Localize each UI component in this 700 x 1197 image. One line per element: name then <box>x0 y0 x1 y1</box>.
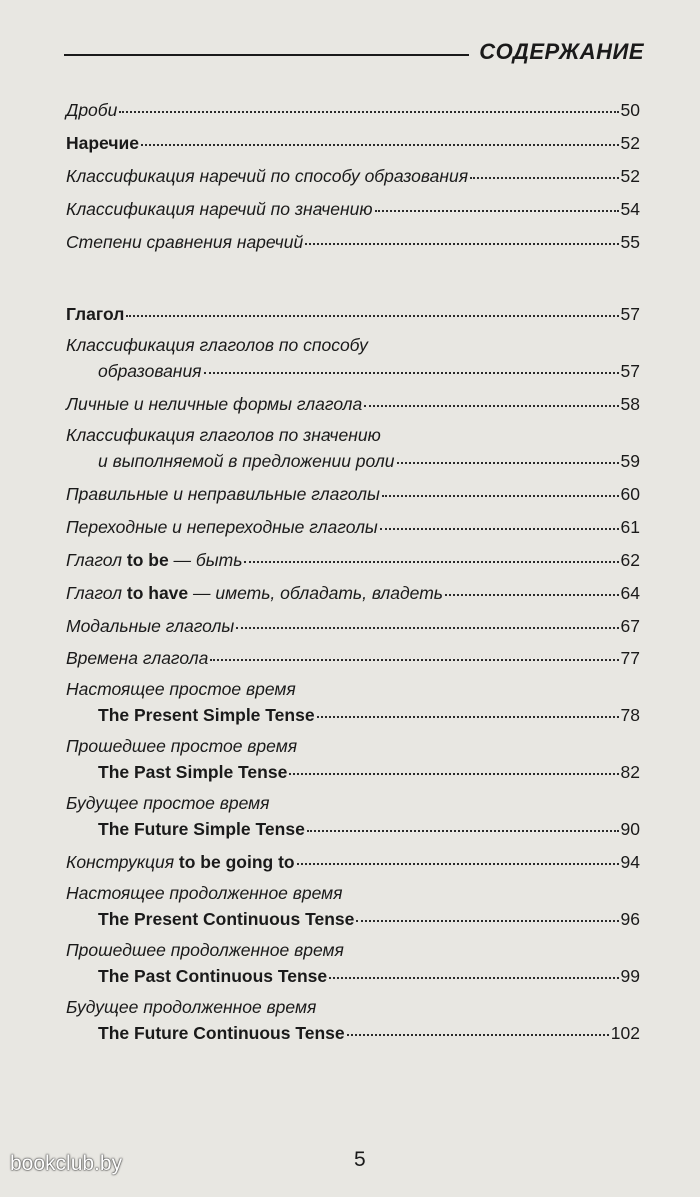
dot-leader <box>397 444 619 464</box>
dot-leader <box>141 126 619 146</box>
toc-entry-line <box>66 513 640 537</box>
toc-entry-title <box>66 677 296 701</box>
toc-title-segment: Времена глагола <box>66 648 209 669</box>
toc-entry-title <box>66 548 242 572</box>
toc-entry-title <box>66 938 344 962</box>
toc-page-number: 78 <box>620 705 640 726</box>
dot-leader <box>356 902 618 922</box>
dot-leader <box>244 543 618 563</box>
toc-page-number: 52 <box>620 132 640 153</box>
toc-entry-title <box>66 164 468 188</box>
dot-leader <box>375 192 619 212</box>
header-rule <box>64 54 469 56</box>
toc-title-segment: Степени сравнения наречий <box>66 231 304 252</box>
toc-entry-line <box>66 962 640 986</box>
toc-title-segment: Настоящее простое время <box>66 679 296 700</box>
toc-title-segment: Классификация наречий по способу образования <box>66 165 469 186</box>
toc-title-segment: Глагол <box>66 304 125 325</box>
toc-entry-line <box>66 300 640 324</box>
toc-entry-line <box>66 815 640 839</box>
dot-leader <box>347 1016 609 1036</box>
toc-page-number: 55 <box>620 231 640 252</box>
toc-entry[interactable] <box>66 513 640 537</box>
toc-entry-line <box>66 447 640 471</box>
toc-entry-line <box>66 228 640 252</box>
toc-page-number: 99 <box>620 965 640 986</box>
toc-title-segment: Правильные и неправильные глаголы <box>66 484 380 505</box>
toc-title-segment: The Future Continuous Tense <box>98 1022 345 1043</box>
toc-entry[interactable] <box>66 162 640 186</box>
toc-title-segment: Конструкция <box>66 852 179 873</box>
toc-entry-title <box>66 98 117 122</box>
dot-leader <box>126 297 618 317</box>
toc-title-segment: — быть <box>168 549 243 570</box>
toc-title-segment: Переходные и непереходные глаголы <box>66 516 378 537</box>
toc-entry[interactable] <box>66 791 640 839</box>
dot-leader <box>236 609 618 629</box>
toc-title-segment: Классификация наречий по значению <box>66 198 373 219</box>
toc-entry[interactable] <box>66 195 640 219</box>
toc-entry[interactable] <box>66 480 640 504</box>
toc-entry-title <box>66 734 297 758</box>
toc-entry-line <box>66 96 640 120</box>
toc-entry-title <box>66 995 316 1019</box>
toc-title-segment: Прошедшее продолженное время <box>66 939 344 960</box>
toc-entry-title <box>98 449 395 473</box>
dot-leader <box>445 576 619 596</box>
toc-title-segment: Наречие <box>66 132 140 153</box>
toc-entry-title <box>66 581 443 605</box>
toc-entry-line <box>66 390 640 414</box>
toc-page-number: 96 <box>620 908 640 929</box>
toc-entry-title <box>66 302 124 326</box>
toc-title-segment: Классификация глаголов по значению <box>66 425 381 446</box>
dot-leader <box>297 845 619 865</box>
toc-entry-title <box>98 817 305 841</box>
toc-title-segment: Глагол <box>66 582 127 603</box>
toc-page-number: 90 <box>620 819 640 840</box>
toc-title-segment: to be going to <box>178 852 295 873</box>
toc-entry-line <box>66 1019 640 1043</box>
toc-title-segment: Прошедшее простое время <box>66 736 298 757</box>
toc-entry-title <box>66 392 362 416</box>
toc-entry-line <box>66 162 640 186</box>
toc-entry-title <box>66 646 208 670</box>
toc-page-number: 58 <box>620 394 640 415</box>
toc-entry-title <box>98 359 202 383</box>
toc-entry[interactable] <box>66 612 640 636</box>
toc-page-number: 54 <box>620 198 640 219</box>
toc-title-segment: Будущее продолженное время <box>66 996 317 1017</box>
toc-title-segment: The Present Continuous Tense <box>98 908 355 929</box>
toc-entry-line <box>66 546 640 570</box>
toc-entry[interactable] <box>66 644 640 668</box>
toc-title-segment: to have <box>126 582 189 603</box>
toc-title-segment: The Past Continuous Tense <box>98 965 328 986</box>
toc-entry[interactable] <box>66 423 640 471</box>
table-of-contents <box>66 96 640 1052</box>
toc-entry-title <box>66 614 234 638</box>
toc-page-number: 50 <box>620 100 640 120</box>
toc-entry-title <box>98 760 287 784</box>
toc-entry-title <box>66 515 378 539</box>
toc-entry[interactable] <box>66 300 640 324</box>
toc-title-segment: The Past Simple Tense <box>98 762 288 783</box>
toc-title-segment: The Future Simple Tense <box>98 819 305 840</box>
toc-entry-line <box>66 905 640 929</box>
toc-title-segment: Будущее простое время <box>66 793 270 814</box>
toc-entry-line <box>66 579 640 603</box>
toc-page-number: 52 <box>620 165 640 186</box>
toc-title-segment: — иметь, обладать, владеть <box>188 582 443 603</box>
toc-page-number: 64 <box>620 582 640 603</box>
toc-page-number: 82 <box>620 762 640 783</box>
toc-page-number: 67 <box>620 615 640 636</box>
toc-entry[interactable] <box>66 848 640 872</box>
toc-title-segment: Дроби <box>66 100 118 120</box>
toc-page-number: 102 <box>610 1022 640 1043</box>
toc-entry[interactable] <box>66 390 640 414</box>
toc-entry[interactable] <box>66 579 640 603</box>
dot-leader <box>380 510 619 530</box>
dot-leader <box>307 812 619 832</box>
toc-entry[interactable] <box>66 96 640 120</box>
dot-leader <box>317 698 619 718</box>
toc-entry-title <box>66 791 270 815</box>
toc-page-number: 60 <box>620 484 640 505</box>
toc-entry[interactable] <box>66 333 640 381</box>
watermark-logo: bookclub.by <box>10 1152 123 1175</box>
toc-entry-line <box>66 701 640 725</box>
toc-page-number: 59 <box>620 451 640 472</box>
dot-leader <box>289 755 618 775</box>
toc-page-number: 62 <box>620 549 640 570</box>
toc-entry[interactable] <box>66 129 640 153</box>
toc-entry[interactable] <box>66 546 640 570</box>
toc-entry-title <box>98 1021 345 1045</box>
toc-entry-line <box>66 848 640 872</box>
toc-entry-line <box>66 612 640 636</box>
dot-leader <box>364 387 618 407</box>
toc-page-number: 57 <box>620 304 640 325</box>
toc-title-segment: образования <box>98 361 202 382</box>
toc-entry[interactable] <box>66 677 640 725</box>
toc-entry-title <box>98 907 354 931</box>
toc-entry[interactable] <box>66 734 640 782</box>
dot-leader <box>305 225 618 245</box>
dot-leader <box>210 641 618 661</box>
toc-page-number: 61 <box>620 516 640 537</box>
toc-entry-title <box>66 230 303 254</box>
toc-entry-line <box>66 644 640 668</box>
toc-title-segment: to be <box>126 549 169 570</box>
toc-title-segment: Личные и неличные формы глагола <box>66 394 363 415</box>
running-header <box>64 34 644 70</box>
toc-entry-title <box>66 482 380 506</box>
toc-entry-title <box>66 850 295 874</box>
page-number: 5 <box>354 1148 366 1171</box>
toc-title-segment: Глагол <box>66 549 127 570</box>
toc-entry-title <box>98 964 327 988</box>
toc-entry-line <box>66 480 640 504</box>
toc-entry-title <box>98 703 315 727</box>
header-title: СОДЕРЖАНИЕ <box>479 39 644 64</box>
toc-entry-title <box>66 131 139 155</box>
toc-entry[interactable] <box>66 995 640 1043</box>
dot-leader <box>204 354 619 374</box>
toc-entry-title <box>66 423 381 447</box>
toc-entry-line <box>66 129 640 153</box>
toc-title-segment: Модальные глаголы <box>66 615 235 636</box>
dot-leader <box>382 477 619 497</box>
toc-title-segment: Классификация глаголов по способу <box>66 335 368 356</box>
toc-entry[interactable] <box>66 881 640 929</box>
dot-leader <box>470 159 618 179</box>
toc-entry[interactable] <box>66 228 640 252</box>
toc-entry-title <box>66 197 373 221</box>
toc-page-number: 77 <box>620 648 640 669</box>
toc-title-segment: и выполняемой в предложении роли <box>98 451 395 472</box>
toc-page-number: 94 <box>620 852 640 873</box>
toc-entry-line <box>66 195 640 219</box>
toc-page-number: 57 <box>620 361 640 382</box>
dot-leader <box>329 959 618 979</box>
toc-title-segment: Настоящее продолженное время <box>66 882 343 903</box>
toc-entry[interactable] <box>66 938 640 986</box>
dot-leader <box>119 93 618 113</box>
toc-entry-title <box>66 881 343 905</box>
toc-entry-line <box>66 758 640 782</box>
toc-title-segment: The Present Simple Tense <box>98 705 315 726</box>
toc-entry-line <box>66 357 640 381</box>
